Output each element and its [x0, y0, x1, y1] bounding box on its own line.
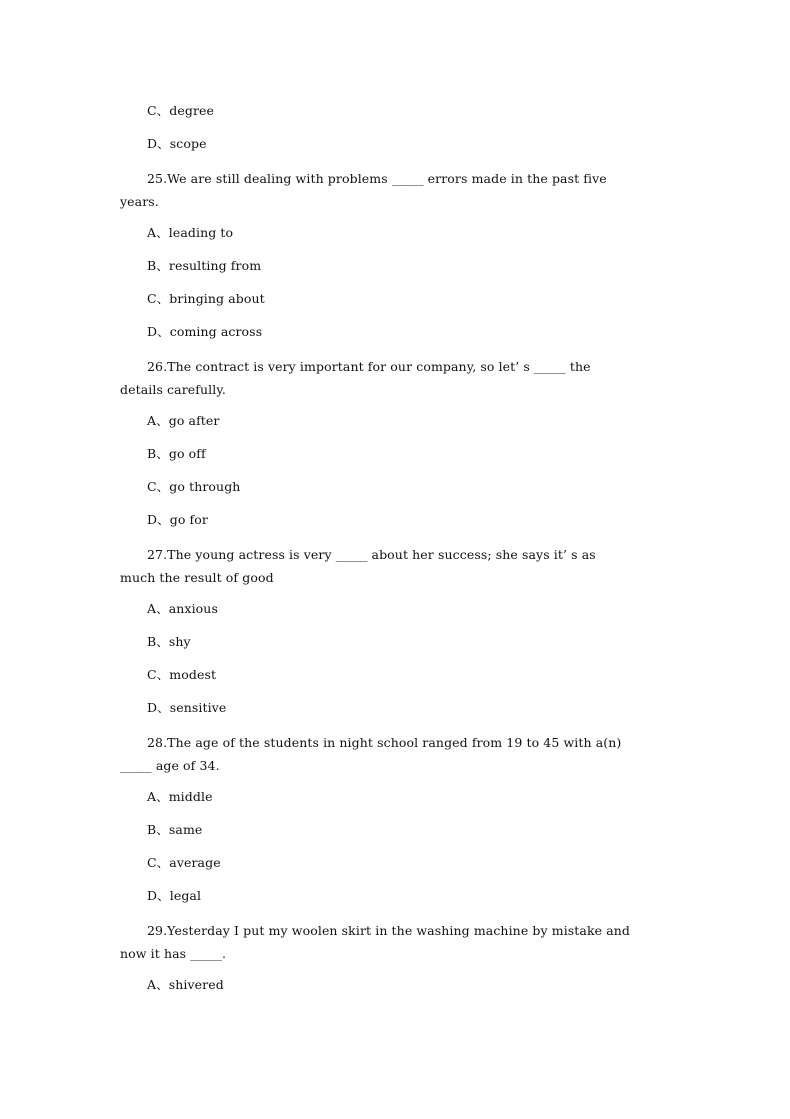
- q26-option-b: B、go off: [147, 446, 206, 461]
- option-d-prev: D、scope: [147, 136, 207, 151]
- q26-option-a: A、go after: [147, 413, 220, 428]
- q27-option-c: C、modest: [147, 667, 217, 682]
- question-29-text-cont: now it has _____.: [120, 946, 227, 961]
- question-26-text-cont: details carefully.: [120, 382, 226, 397]
- q28-option-b: B、same: [147, 822, 203, 837]
- question-25-text: 25.We are still dealing with problems _____ errors made in the past five: [147, 171, 607, 186]
- question-28-text: 28.The age of the students in night school ranged from 19 to 45 with a(n): [147, 735, 622, 750]
- q28-option-c: C、average: [147, 855, 221, 870]
- question-26-text: 26.The contract is very important for our company, so let’ s _____ the: [147, 359, 591, 374]
- q25-option-d: D、coming across: [147, 324, 263, 339]
- question-25-text-cont: years.: [120, 194, 159, 209]
- q25-option-b: B、resulting from: [147, 258, 262, 273]
- q26-option-c: C、go through: [147, 479, 241, 494]
- question-27-text: 27.The young actress is very _____ about her success; she says it’ s as: [147, 547, 596, 562]
- question-27-text-cont: much the result of good: [120, 570, 274, 585]
- q27-option-d: D、sensitive: [147, 700, 227, 715]
- q27-option-a: A、anxious: [147, 601, 218, 616]
- option-c-prev: C、degree: [147, 103, 215, 118]
- question-29-text: 29.Yesterday I put my woolen skirt in the washing machine by mistake and: [147, 923, 631, 938]
- q28-option-a: A、middle: [147, 789, 213, 804]
- q25-option-a: A、leading to: [147, 225, 234, 240]
- q27-option-b: B、shy: [147, 634, 191, 649]
- q28-option-d: D、legal: [147, 888, 202, 903]
- q29-option-a: A、shivered: [147, 977, 224, 992]
- q26-option-d: D、go for: [147, 512, 208, 527]
- question-28-text-cont: _____ age of 34.: [120, 758, 220, 773]
- q25-option-c: C、bringing about: [147, 291, 265, 306]
